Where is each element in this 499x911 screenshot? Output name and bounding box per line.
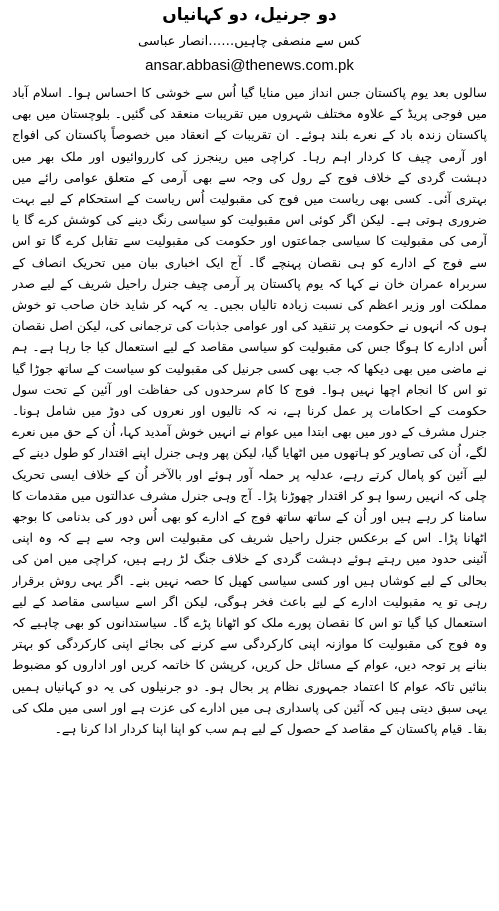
- author-email: ansar.abbasi@thenews.com.pk: [145, 57, 354, 74]
- column-byline: کس سے منصفی چاہیں……انصار عباسی: [138, 34, 361, 49]
- column-title: دو جرنیل، دو کہانیاں: [162, 5, 337, 25]
- article-paragraph: سالوں بعد یوم پاکستان جس انداز میں منایا گیا اُس سے خوشی کا احساس ہوا۔ اسلام آباد میں فوجی پریڈ کے علاوہ مختلف شہروں میں تقریبات منعقد کی گئیں۔ بلوچستان میں بھی پاکستان زندہ باد کے نعرے بلند ہوئے۔ ان تقریبات کے انعقاد میں خصوصاً پاکستان کی افواج اور آرمی چیف کا کردار اہم رہا۔ کراچی میں رینجرز کی کارروائیوں اور ملک بھر میں دہشت گردی کے خلاف فوج کے رول کی وجہ سے بھی آرمی کے متعلق عوامی رائے میں بہتری آئی۔ کسی بھی ریاست میں فوج کی مقبولیت اُس ریاست کے استحکام کے لیے بہت ضروری ہوتی ہے۔ لیکن اگر کوئی اس مقبولیت کو سیاسی رنگ دینے کی کوشش کرے گا یا آرمی کی مقبولیت کا سیاسی جماعتوں اور حکومت کی مقبولیت سے تقابل کرے گا تو اس سے فوج کے ادارے کو ہی نقصان پہنچے گا۔ آج ایک اخباری بیان میں تحریک انصاف کے سربراہ عمران خان نے کہا کہ یوم پاکستان پر آرمی چیف جنرل راحیل شریف کے لیے صدر مملکت اور وزیر اعظم کی نسبت زیادہ تالیاں بجیں۔ یہ کہہ کر شاید خان صاحب تو خوش ہوں کہ انہوں نے حکومت پر تنقید کی اور عوامی جذبات کی ترجمانی کی، لیکن اصل نقصان اُس ادارے کا ہوگا جس کی مقبولیت کو سیاسی مقاصد کے لیے استعمال کیا جا رہا ہے۔ ہم نے ماضی میں بھی دیکھا کہ جب بھی کسی جرنیل کی مقبولیت کو سیاست کے ساتھ جوڑا گیا تو اس کا انجام اچھا نہیں ہوا۔ فوج کا کام سرحدوں کی حفاظت اور آئین کے تحت سول حکومت کے احکامات پر عمل کرنا ہے، نہ کہ تالیوں اور نعروں کی دوڑ میں شامل ہونا۔ جنرل مشرف کے دور میں بھی ابتدا میں عوام نے انہیں خوش آمدید کہا، اُن کے حق میں نعرے لگے، اُن کی تصاویر کو ہاتھوں میں اٹھایا گیا، لیکن پھر وہی جنرل اپنے اقتدار کو طول دینے کے لیے آئین کو پامال کرتے رہے، عدلیہ پر حملہ آور ہوئے اور بالآخر اُن کے خلاف ایسی تحریک چلی کہ انہیں رسوا ہو کر اقتدار چھوڑنا پڑا۔ آج وہی جنرل مشرف عدالتوں میں مقدمات کا سامنا کر رہے ہیں اور اُن کے ساتھ ساتھ فوج کے ادارے کو بھی اُس دور کی بدنامی کا بوجھ اٹھانا پڑا۔ اس کے برعکس جنرل راحیل شریف کی مقبولیت اس وجہ سے ہے کہ وہ اپنی آئینی حدود میں رہتے ہوئے دہشت گردی کے خلاف جنگ لڑ رہے ہیں، کراچی میں امن کی بحالی کے لیے کوشاں ہیں اور کسی سیاسی کھیل کا حصہ نہیں بنے۔ اگر یہی روش برقرار رہی تو یہ مقبولیت ادارے کے لیے باعث فخر ہوگی، لیکن اگر اسے سیاسی مقاصد کے لیے استعمال کیا گیا تو اس کا نقصان پورے ملک کو اٹھانا پڑے گا۔ سیاستدانوں کو بھی چاہیے کہ وہ فوج کی مقبولیت کا موازنہ اپنی کارکردگی سے کرنے کی بجائے اپنی کارکردگی کو بہتر بنانے پر توجہ دیں، عوام کے مسائل حل کریں، کرپشن کا خاتمہ کریں اور اداروں کو مضبوط بنائیں تاکہ عوام کا اعتماد جمہوری نظام پر بحال ہو۔ دو جرنیلوں کی یہ دو کہانیاں ہمیں یہی سبق دیتی ہیں کہ آئین کی پاسداری ہی میں ادارے کی عزت ہے اور اسی میں ملک کی بقا۔ قیام پاکستان کے مقاصد کے حصول کے لیے ہم سب کو اپنا اپنا کردار ادا کرنا ہے۔: [12, 85, 487, 737]
- article-body: [12, 82, 487, 739]
